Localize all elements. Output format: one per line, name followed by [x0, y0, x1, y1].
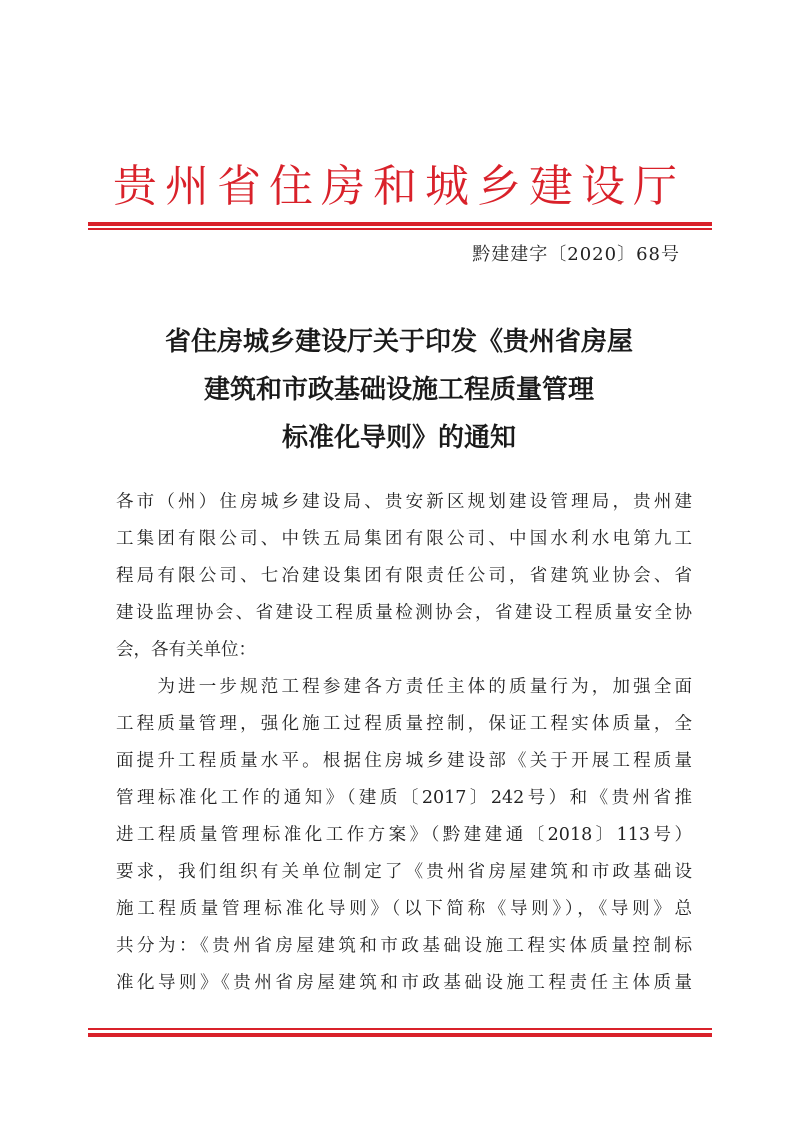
letterhead-rule-thin [88, 228, 712, 230]
title-line: 省住房城乡建设厅关于印发《贵州省房屋 [164, 327, 633, 357]
body-line: 管理标准化工作的通知》（建质〔2017〕242号）和《贵州省推 [116, 788, 692, 808]
body-line: 共分为：《贵州省房屋建筑和市政基础设施工程实体质量控制标 [116, 936, 692, 956]
letterhead-rule-thick [88, 222, 712, 226]
body-line: 要求，我们组织有关单位制定了《贵州省房屋建筑和市政基础设 [116, 862, 692, 882]
footer-rule-thick [88, 1033, 712, 1037]
body-line: 准化导则》《贵州省房屋建筑和市政基础设施工程责任主体质量 [116, 973, 692, 993]
body-line: 工程质量管理，强化施工过程质量控制，保证工程实体质量，全 [116, 714, 692, 734]
title-line: 标准化导则》的通知 [281, 423, 516, 453]
body-line: 建设监理协会、省建设工程质量检测协会，省建设工程质量安全协 [116, 603, 692, 623]
body-line: 面提升工程质量水平。根据住房城乡建设部《关于开展工程质量 [116, 751, 692, 771]
body-line: 施工程质量管理标准化导则》（以下简称《导则》），《导则》总 [116, 899, 692, 919]
document-title [0, 318, 798, 462]
body-line: 程局有限公司、七冶建设集团有限责任公司，省建筑业协会、省 [116, 566, 692, 586]
paragraph-block [116, 669, 692, 1002]
document-body [116, 484, 692, 1002]
body-line: 为进一步规范工程参建各方责任主体的质量行为，加强全面 [116, 677, 692, 697]
body-line: 会，各有关单位： [116, 640, 256, 660]
addressee-block [116, 484, 692, 669]
footer-rule-thin [88, 1028, 712, 1030]
body-line: 进工程质量管理标准化工作方案》（黔建建通〔2018〕113号） [116, 825, 692, 845]
letterhead-org-name: 贵州省住房和城乡建设厅 [113, 161, 685, 212]
title-line: 建筑和市政基础设施工程质量管理 [203, 375, 594, 405]
body-line: 各市（州）住房城乡建设局、贵安新区规划建设管理局，贵州建 [116, 492, 692, 512]
document-number: 黔建建字〔2020〕68号 [472, 244, 680, 265]
body-line: 工集团有限公司、中铁五局集团有限公司、中国水利水电第九工 [116, 529, 692, 549]
